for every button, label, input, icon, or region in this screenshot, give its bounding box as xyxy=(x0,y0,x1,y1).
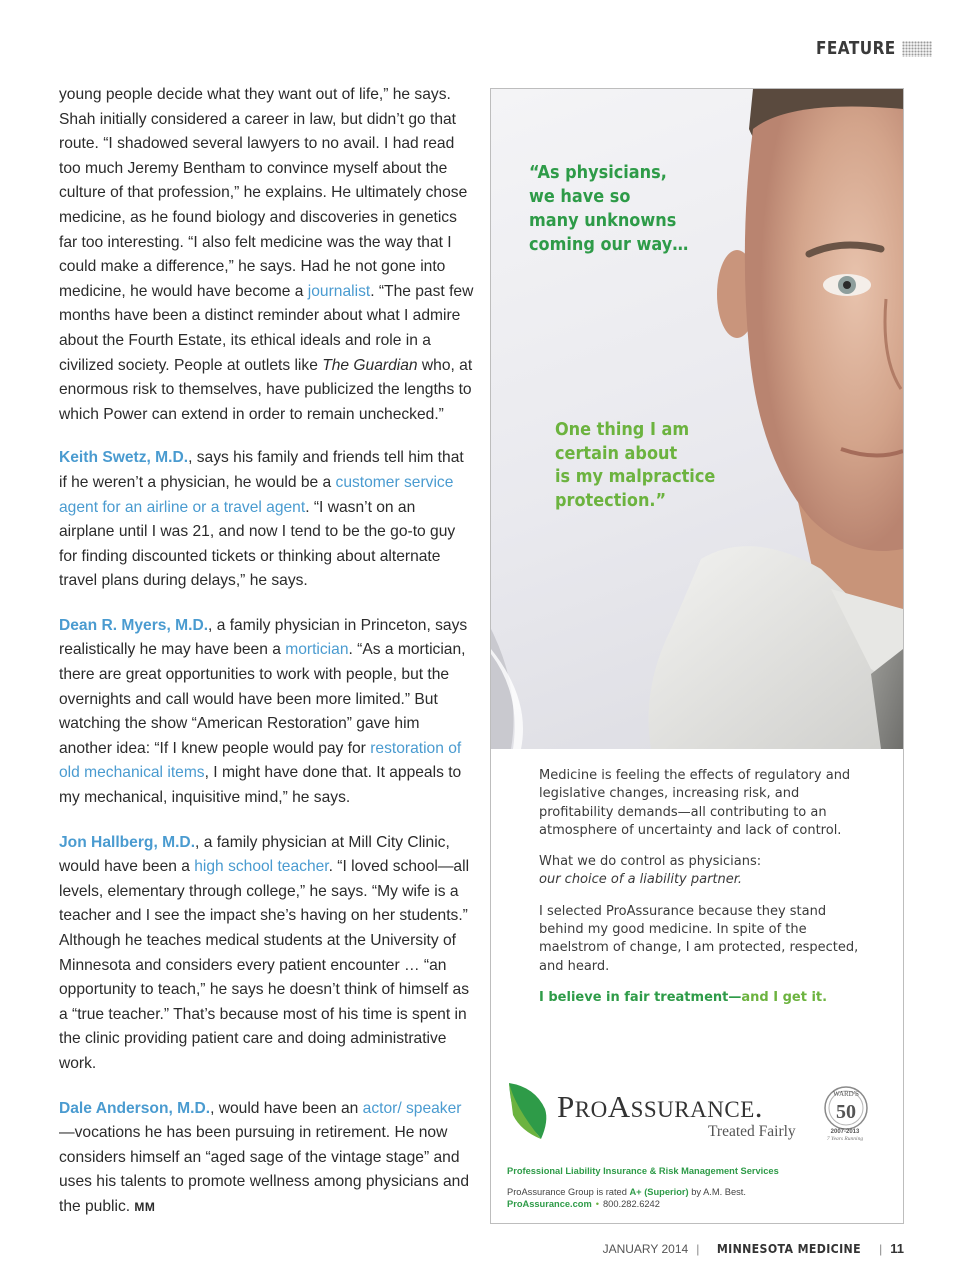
award-number: 50 xyxy=(836,1101,856,1123)
paragraph-text: , I might have done that. It appeals to my mechanical, inquisitive mind,” he says. xyxy=(59,764,462,807)
logo-dot: . xyxy=(754,1089,763,1124)
article-paragraph-hallberg xyxy=(59,831,474,1077)
rating-text: ProAssurance Group is rated xyxy=(507,1187,630,1197)
award-years: 2007-2013 xyxy=(830,1129,860,1135)
paragraph-text: —vocations he has been pursuing in retirement. He now considers himself an “aged sage of the vintage stage” and uses his talents to promote wellness among physicians and the public. xyxy=(59,1124,469,1215)
paragraph-text: , would have been an xyxy=(210,1099,363,1117)
footer-separator: | xyxy=(696,1242,700,1256)
publication-title: The Guardian xyxy=(322,356,418,374)
article-column xyxy=(59,83,474,1240)
dot-pattern-icon xyxy=(902,41,932,57)
magazine-title: MINNESOTA MEDICINE xyxy=(717,1241,862,1256)
paragraph-text: . “As a mortician, there are great opportunities to work with people, but the overnights and call would have been more limited.” But watching the show “American Restoration” gave him another idea: “If I knew people would pay for xyxy=(59,641,466,757)
phone-number: 800.282.6242 xyxy=(603,1199,660,1209)
paragraph-text: who, at enormous risk to themselves, have publicized the lengths to which Power can extend in order to remain unchecked.” xyxy=(59,356,473,423)
rating-text: by A.M. Best. xyxy=(688,1187,746,1197)
belief-text-emphasis: and I get it. xyxy=(741,989,828,1005)
website-link[interactable]: ProAssurance.com xyxy=(507,1199,592,1209)
ad-copy-paragraph: Medicine is feeling the effects of regulatory and legislative changes, increasing risk, and profitability demands—all contributing to an atmosphere of uncertainty and lack of control. xyxy=(539,768,851,838)
ad-belief-statement xyxy=(539,989,869,1007)
ad-body-copy xyxy=(539,767,869,1020)
logo-letter: P xyxy=(557,1089,575,1124)
section-header xyxy=(802,38,932,59)
award-subtitle: 7 Years Running xyxy=(826,1136,864,1142)
ad-copy-paragraph: I selected ProAssurance because they stand behind my good medicine. In spite of the maelstrom of change, I am protected, respected, and heard. xyxy=(539,903,859,974)
article-paragraph-swetz xyxy=(59,446,474,594)
logo-letter: A xyxy=(607,1089,631,1124)
face-shape xyxy=(745,107,903,552)
bullet-separator-icon: • xyxy=(595,1199,600,1209)
physician-name: Dale Anderson, M.D. xyxy=(59,1099,211,1117)
rating-grade: A+ (Superior) xyxy=(629,1187,689,1197)
physician-name: Jon Hallberg, M.D. xyxy=(59,833,196,851)
ad-contact-line xyxy=(507,1199,660,1209)
logo-tagline: Treated Fairly xyxy=(708,1123,796,1140)
link-mortician[interactable]: mortician xyxy=(285,641,349,659)
paragraph-text: , a family physician in Princeton, says realistically he may have been a xyxy=(59,616,468,659)
section-label: FEATURE xyxy=(816,38,896,59)
paragraph-text: . “The past few months have been a distinct reminder about what I admire about the Fourth Estate, its ethical ideals and role in a civilized society. People at outlets like xyxy=(59,282,474,374)
leaf-logo-icon xyxy=(505,1081,551,1143)
link-high-school-teacher[interactable]: high school teacher xyxy=(194,858,329,876)
ad-quote-opening: “As physicians, we have so many unknowns coming our way… xyxy=(529,163,689,255)
ad-copy-italic: our choice of a liability partner. xyxy=(539,872,743,888)
paragraph-text: , a family physician at Mill City Clinic, would have been a xyxy=(59,833,450,876)
end-mark: MM xyxy=(134,1199,156,1214)
paragraph-text: . “I wasn’t on an airplane until I was 21, and now I tend to be the go-to guy for finding discounted tickets or thinking about alternate travel plans during delays,” he says. xyxy=(59,498,456,590)
belief-text: I believe in fair treatment— xyxy=(539,989,742,1005)
proassurance-logo[interactable] xyxy=(505,1079,889,1149)
logo-letters: SSURANCE xyxy=(630,1097,755,1122)
article-paragraph-myers xyxy=(59,614,474,811)
article-paragraph-anderson xyxy=(59,1097,474,1220)
ad-quote-closing: One thing I am certain about is my malpractice protection.” xyxy=(555,420,716,511)
ad-copy-paragraph xyxy=(539,853,869,890)
issue-date: JANUARY 2014 xyxy=(602,1242,689,1256)
ad-services-line: Professional Liability Insurance & Risk Management Services xyxy=(507,1166,779,1176)
paragraph-text: , says his family and friends tell him that if he weren’t a physician, he would be a xyxy=(59,449,464,491)
physician-name: Dean R. Myers, M.D. xyxy=(59,616,209,634)
paragraph-text: young people decide what they want out of life,” he says. Shah initially considered a career in law, but didn’t go that route. “I shadowed several lawyers to no avail. I had read too much Jeremy Bentham to convince myself about the culture of that profession,” he explains. He ultimately chose medicine, as he found biology and discoveries in genetics far too interesting. “I also felt medicine was the way that I could make a difference,” he says. Had he not gone into medicine, he would have become a xyxy=(59,86,468,300)
award-name: WARD'S xyxy=(833,1090,859,1098)
logo-wordmark xyxy=(557,1089,763,1125)
pupil-shape xyxy=(843,281,851,289)
proassurance-ad xyxy=(490,88,904,1224)
ad-rating-line xyxy=(507,1187,746,1197)
link-restoration[interactable]: restoration of old mechanical items xyxy=(59,739,462,782)
article-paragraph-shah xyxy=(59,83,474,427)
paragraph-text: . “I loved school—all levels, elementary through college,” he says. “My wife is a teacher and I see the impact she’s having on her students.” Although he teaches medical students at the University of Minnesota and considers every patient encounter … “an opportunity to teach,” he says he doesn’t think of himself as a “true teacher.” That’s because most of his time is spent in the clinic providing patient care and doing administrative work. xyxy=(59,858,470,1072)
link-actor-speaker[interactable]: actor/ speaker xyxy=(362,1099,462,1117)
ad-photo xyxy=(491,89,903,749)
page-footer xyxy=(603,1241,904,1256)
footer-separator: | xyxy=(879,1242,883,1256)
page-number: 11 xyxy=(890,1241,904,1256)
ad-copy-text: What we do control as physicians: xyxy=(539,854,762,870)
link-journalist[interactable]: journalist xyxy=(307,282,371,300)
link-customer-service-agent[interactable]: customer service agent for an airline or a travel agent xyxy=(59,473,454,516)
logo-letters: RO xyxy=(574,1097,608,1122)
physician-name: Keith Swetz, M.D. xyxy=(59,449,189,467)
